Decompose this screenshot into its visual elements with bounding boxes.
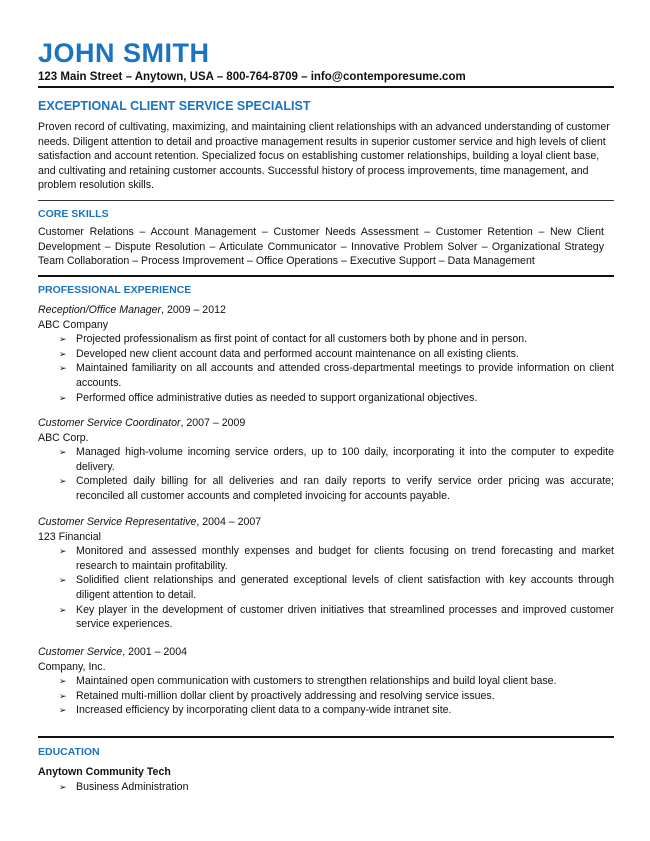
core-skills-title: CORE SKILLS: [38, 208, 109, 220]
job-dates: , 2004 – 2007: [196, 516, 262, 528]
job-heading: [38, 645, 614, 660]
list-item: ➢ Key player in the development of customer driven initiatives that streamlined processes and improved customer service experiences.: [59, 603, 614, 631]
core-skills-text: Customer Relations – Account Management – Customer Needs Assessment – Customer Retention – New Client Development – Dispute Resolution – Articulate Communicator – Innovative Problem Solver – Organizational Strategy Team Collaboration – Process Improvement – Office Operations – Executive Support – Data Management: [38, 226, 604, 268]
list-item: ➢ Developed new client account data and performed account maintenance on all existing clients.: [59, 347, 519, 360]
list-item: ➢ Managed high-volume incoming service orders, up to 100 daily, incorporating it into the computer to expedite delivery.: [59, 446, 614, 473]
list-item: ➢ Retained multi-million dollar client by proactively addressing and resolving service issues.: [59, 689, 495, 702]
list-item: ➢ Projected professionalism as first point of contact for all customers both by phone and in person.: [59, 333, 528, 346]
school-name: Anytown Community Tech: [38, 766, 171, 778]
list-item: ➢ Performed office administrative duties as needed to support organizational objectives.: [59, 391, 478, 404]
job-bullets: [38, 674, 614, 718]
company-name: ABC Corp.: [38, 431, 89, 444]
job-dates: , 2009 – 2012: [161, 304, 226, 316]
job-entry: [38, 303, 614, 405]
arrow-bullet-icon: ➢: [59, 705, 67, 716]
candidate-name: JOHN SMITH: [38, 38, 210, 68]
arrow-bullet-icon: ➢: [59, 690, 67, 701]
job-heading: [38, 515, 614, 530]
contact-info: 123 Main Street – Anytown, USA – 800-764-8709 – info@contemporesume.com: [38, 71, 466, 83]
job-title: Reception/Office Manager: [38, 304, 162, 316]
experience-divider: [38, 736, 614, 738]
arrow-bullet-icon: ➢: [59, 348, 67, 359]
company-name: Company, Inc.: [38, 660, 106, 673]
list-item: ➢ Maintained open communication with customers to strengthen relationships and build loyal client base.: [59, 675, 557, 688]
job-bullets: [38, 445, 614, 503]
job-entry: [38, 515, 614, 632]
job-title: Customer Service: [38, 646, 123, 658]
list-item: ➢ Solidified client relationships and generated exceptional levels of client satisfaction with key accounts through diligent attention to detail.: [59, 574, 614, 601]
education-programs: [38, 780, 614, 795]
experience-title: PROFESSIONAL EXPERIENCE: [38, 284, 192, 296]
arrow-bullet-icon: ➢: [59, 334, 67, 345]
education-title: EDUCATION: [38, 746, 100, 758]
job-entry: [38, 416, 614, 504]
job-title: Customer Service Coordinator: [38, 417, 181, 429]
list-item: ➢ Business Administration: [59, 780, 189, 793]
job-bullets: [38, 544, 614, 632]
arrow-bullet-icon: ➢: [59, 363, 67, 374]
job-title: Customer Service Representative: [38, 516, 197, 528]
skills-divider: [38, 275, 614, 277]
arrow-bullet-icon: ➢: [59, 676, 67, 687]
list-item: ➢ Maintained familiarity on all accounts and attended cross-departmental meetings to provide information on client accounts.: [59, 362, 614, 389]
header-divider: [38, 86, 614, 88]
education-entry: [38, 765, 614, 794]
arrow-bullet-icon: ➢: [59, 392, 67, 403]
list-item: ➢ Monitored and assessed monthly expenses and budget for clients focusing on trend forecasting and market research to maintain profitability.: [59, 545, 614, 572]
summary-headline: EXCEPTIONAL CLIENT SERVICE SPECIALIST: [38, 99, 311, 113]
arrow-bullet-icon: ➢: [59, 476, 67, 487]
arrow-bullet-icon: ➢: [59, 575, 67, 586]
job-dates: , 2007 – 2009: [180, 417, 246, 429]
summary-text: Proven record of cultivating, maximizing, and maintaining client relationships with an advanced understanding of customer needs. Diligent attention to detail and proactive management results in superior customer service and high levels of client satisfaction and account retention. Specialized focus on establishing customer relationships, building a loyal client base, and cultivating and retaining customer accounts. Successful history of process improvements, time management, and problem resolution skills.: [38, 121, 610, 192]
list-item: ➢ Completed daily billing for all deliveries and ran daily reports to verify service order pricing was accurate; reconciled all customer accounts and completed invoicing for accounts payable.: [59, 475, 614, 502]
company-name: ABC Company: [38, 318, 109, 331]
arrow-bullet-icon: ➢: [59, 781, 67, 792]
summary-divider: [38, 200, 614, 201]
arrow-bullet-icon: ➢: [59, 604, 67, 615]
job-entry: [38, 645, 614, 718]
company-name: 123 Financial: [38, 530, 102, 543]
job-heading: [38, 416, 614, 431]
job-bullets: [38, 332, 614, 405]
arrow-bullet-icon: ➢: [59, 447, 67, 458]
arrow-bullet-icon: ➢: [59, 546, 67, 557]
list-item: ➢ Increased efficiency by incorporating client data to a company-wide intranet site.: [59, 704, 452, 717]
job-heading: [38, 303, 614, 318]
job-dates: , 2001 – 2004: [122, 646, 187, 658]
